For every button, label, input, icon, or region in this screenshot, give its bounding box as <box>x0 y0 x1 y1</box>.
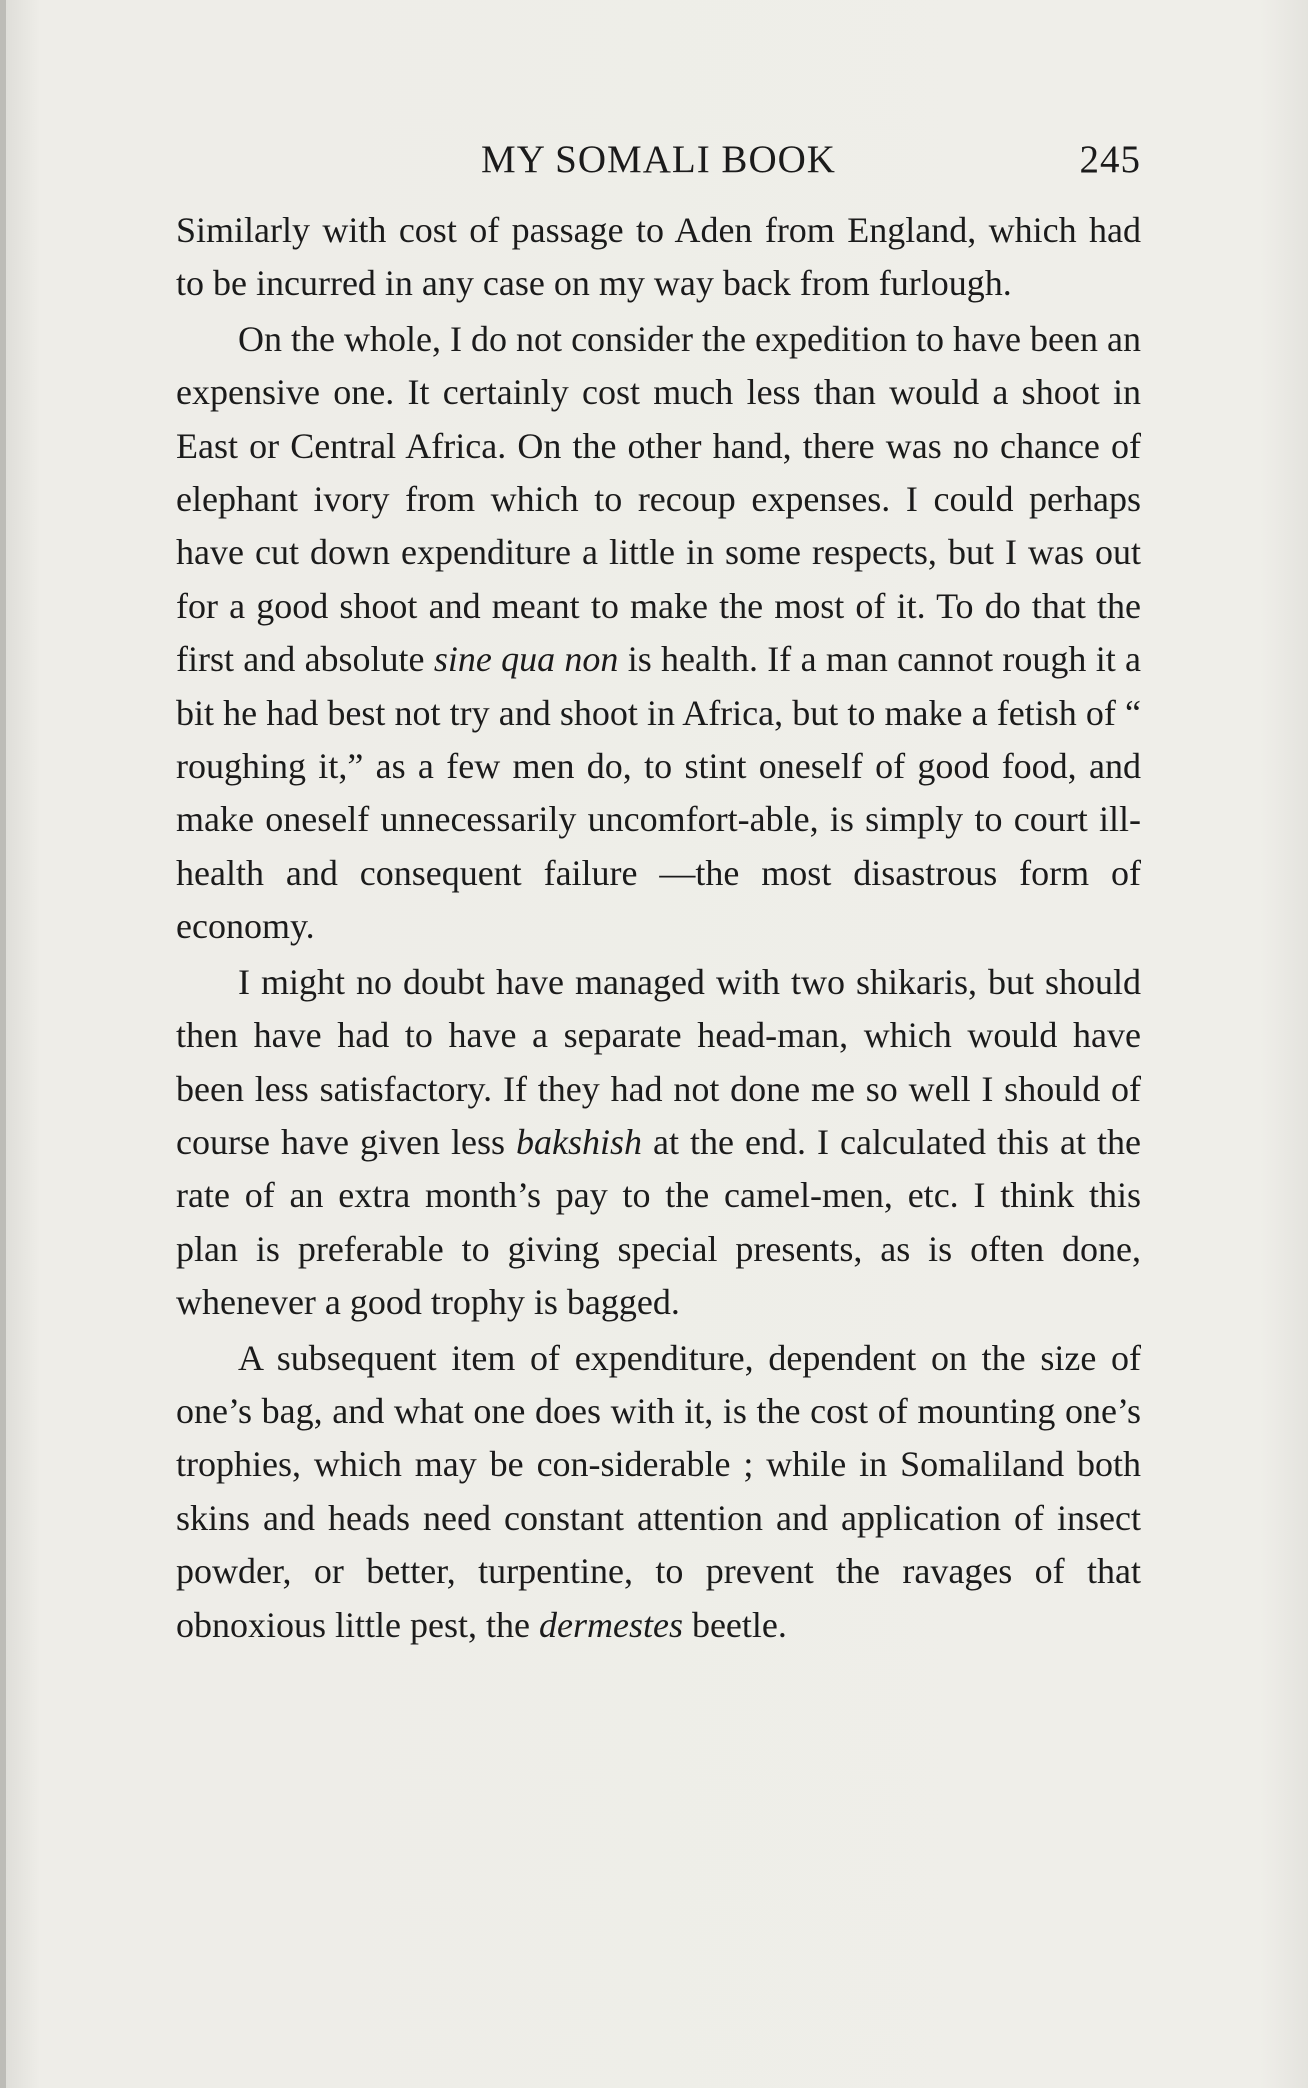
paragraph-4-text-b: beetle. <box>682 1604 787 1645</box>
paragraph-2 <box>176 313 1141 954</box>
paragraph-1 <box>176 204 1141 311</box>
page-binding-edge <box>0 0 6 2088</box>
paragraph-2-italic-sine-qua-non: sine qua non <box>433 639 619 680</box>
paragraph-2-text-b: is health. If a man cannot rough it a bit he had best not try and shoot in Africa, but to make a fetish of “ roughing it,” as a few men do, to stint oneself of good food, and make oneself unnecessarily uncomfort-able, is simply to court ill-health and consequent failure —the most disastrous form of economy. <box>176 639 1141 947</box>
paragraph-4-italic-dermestes: dermestes <box>538 1604 683 1645</box>
paragraph-3-text-b: at the end. I calculated this at the rate of an extra month’s pay to the camel-men, etc. I think this plan is preferable to giving special presents, as is often done, whenever a good trophy is bagged. <box>176 1121 1141 1323</box>
paragraph-3-text-a: I might no doubt have managed with two shikaris, but should then have had to have a separate head-man, which would have been less satisfactory. If they had not done me so well I should of course have given less <box>176 961 1141 1162</box>
paragraph-1-text: Similarly with cost of passage to Aden from England, which had to be incurred in any case on my way back from furlough. <box>176 210 1141 304</box>
body-text <box>176 204 1141 1652</box>
text-block <box>176 130 1141 1652</box>
paragraph-3-italic-bakshish: bakshish <box>516 1121 642 1162</box>
paragraph-4-text-a: A subsequent item of expenditure, dependent on the size of one’s bag, and what one does with it, is the cost of mounting one’s trophies, which may be con-siderable ; while in Somaliland both skins and heads need constant attention and application of insect powder, or better, turpentine, to prevent the ravages of that obnoxious little pest, the <box>176 1337 1141 1645</box>
running-title: MY SOMALI BOOK <box>481 138 836 181</box>
paragraph-4 <box>176 1332 1141 1652</box>
paragraph-3 <box>176 956 1141 1330</box>
paragraph-2-text-a: On the whole, I do not consider the expedition to have been an expensive one. It certainly cost much less than would a shoot in East or Central Africa. On the other hand, there was no chance of elephant ivory from which to recoup expenses. I could perhaps have cut down expenditure a little in some respects, but I was out for a good shoot and meant to make the most of it. To do that the first and absolute <box>176 318 1141 680</box>
page-number: 245 <box>1079 138 1141 181</box>
running-head <box>176 130 1141 190</box>
